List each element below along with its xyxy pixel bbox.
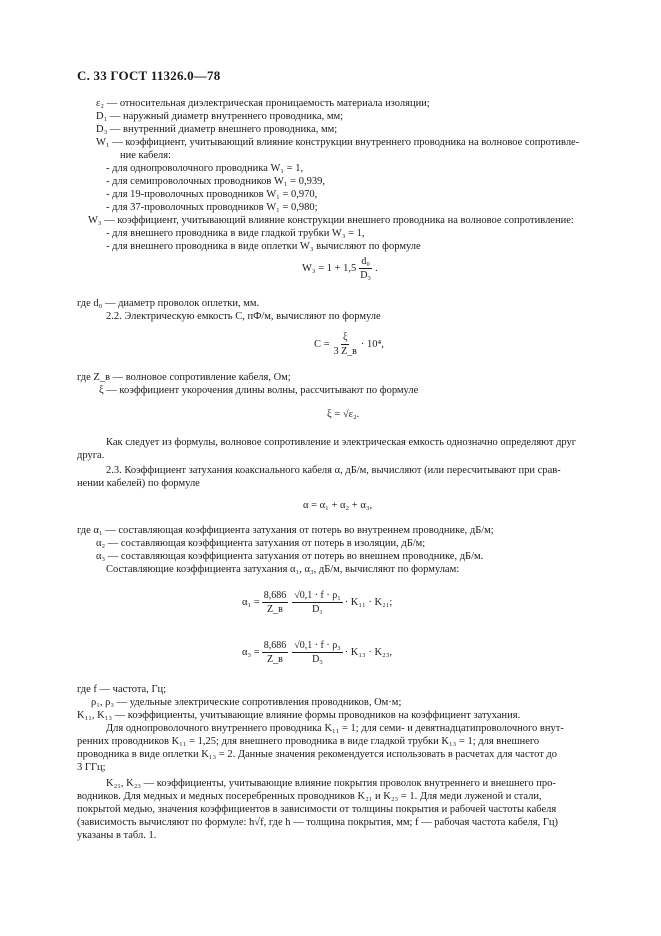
formula-a3-den1: Z_в xyxy=(267,654,283,665)
def-xi: ξ — коэффициент укорочения длины волны, рассчитывают по формуле xyxy=(99,385,419,396)
formula-xi: ξ = √ε₂. xyxy=(327,409,360,420)
formula-alpha: α = α₁ + α₂ + α₃, xyxy=(303,500,373,511)
formula-w3-fraction xyxy=(358,256,373,281)
formula-a1-tail: · K₁₁ · K₂₁; xyxy=(344,597,393,608)
para-k2-line: указаны в табл. 1. xyxy=(77,830,157,841)
formula-a3-left: α₃ = xyxy=(242,647,260,658)
def-rho: ρ₁, ρ₃ — удельные электрические сопротивления проводников, Ом·м; xyxy=(91,697,402,708)
def-w1: W₁ — коэффициент, учитывающий влияние конструкции внутреннего проводника на волновое сопротивле- xyxy=(96,137,580,148)
formula-a1-frac1 xyxy=(262,590,289,615)
def-alpha1: где α₁ — составляющая коэффициента затухания от потерь во внутреннем проводнике, дБ/м; xyxy=(77,525,494,536)
formula-a3-tail: · K₁₃ · K₂₃, xyxy=(344,647,392,658)
formula-a3-num1: 8,686 xyxy=(263,640,287,651)
formula-c xyxy=(314,332,384,357)
formula-c-tail: · 10⁴, xyxy=(360,339,384,350)
def-alpha3: α₃ — составляющая коэффициента затухания от потерь во внешнем проводнике, дБ/м. xyxy=(96,551,484,562)
w3-item: - для внешнего проводника в виде гладкой трубки W₃ = 1, xyxy=(106,228,365,239)
formula-w3-num: d₀ xyxy=(361,256,370,267)
formula-w3-tail: . xyxy=(375,263,378,274)
def-alpha2: α₂ — составляющая коэффициента затухания от потерь в изоляции, дБ/м; xyxy=(96,538,426,549)
w1-item: - для однопроволочного проводника W₁ = 1, xyxy=(106,163,304,174)
components-intro: Составляющие коэффициента затухания α₁, α₃, дБ/м, вычисляют по формулам: xyxy=(106,564,460,575)
formula-w3-left: W₃ = 1 + 1,5 xyxy=(302,263,357,274)
w1-item: - для 19-проволочных проводников W₁ = 0,970, xyxy=(106,189,318,200)
formula-c-den: 3 Z_в xyxy=(333,346,357,357)
para-k2-line: покрытой медью, значения коэффициентов в зависимости от толщины покрытия и рабочей частоты кабеля xyxy=(77,804,557,815)
formula-a3-num2: √0,1 · f · ρ₃ xyxy=(294,640,341,651)
def-d3: D₃ — внутренний диаметр внешнего проводника, мм; xyxy=(96,124,338,135)
formula-a3-frac2 xyxy=(292,640,342,665)
formula-w3-den: D₃ xyxy=(360,270,372,281)
def-zv: где Z_в — волновое сопротивление кабеля, Ом; xyxy=(77,372,291,383)
def-k1: K₁₁, K₁₃ — коэффициенты, учитывающие влияние формы проводников на коэффициент затухания. xyxy=(77,710,521,721)
def-f: где f — частота, Гц; xyxy=(77,684,167,695)
para-2-3-line: 2.3. Коэффициент затухания коаксиального кабеля α, дБ/м, вычисляют (или пересчитывают при срав- xyxy=(106,465,561,476)
formula-a1-num1: 8,686 xyxy=(263,590,287,601)
formula-alpha3 xyxy=(242,640,392,665)
para-follow-line: Как следует из формулы, волновое сопротивление и электрическая емкость однозначно определяют друг xyxy=(106,437,577,448)
w1-item: - для 37-проволочных проводников W₁ = 0,980; xyxy=(106,202,318,213)
formula-a1-den2: D₁ xyxy=(312,604,323,615)
formula-alpha1 xyxy=(242,590,392,615)
formula-a1-num2: √0,1 · f · ρ₁ xyxy=(294,590,341,601)
w1-item: - для семипроволочных проводников W₁ = 0,939, xyxy=(106,176,325,187)
formula-a1-left: α₁ = xyxy=(242,597,260,608)
para-k1-line: 3 ГГц; xyxy=(77,762,106,773)
formula-a3-den2: D₃ xyxy=(312,654,323,665)
def-d0: где d₀ — диаметр проволок оплетки, мм. xyxy=(77,298,260,309)
para-k1-line: Для однопроволочного внутреннего проводника K₁₁ = 1; для семи- и девятнадцатипроволочного внут- xyxy=(106,723,564,734)
para-k2-line: (зависимость вычисляют по формуле: h√f, где h — толщина покрытия, мм; f — рабочая частота кабеля, Гц) xyxy=(77,817,559,828)
formula-a3-frac1 xyxy=(262,640,289,665)
para-k1-line: проводника в виде оплетки K₁₃ = 2. Данные значения рекомендуется использовать в расчетах для частот до xyxy=(77,749,557,760)
page-header: С. 33 ГОСТ 11326.0—78 xyxy=(77,68,221,83)
def-epsilon2: ε₂ — относительная диэлектрическая проницаемость материала изоляции; xyxy=(96,98,430,109)
def-w3: W₃ — коэффициент, учитывающий влияние конструкции внешнего проводника на волновое сопротивление: xyxy=(88,215,574,226)
para-2-3-line: нении кабелей) по формуле xyxy=(77,478,200,489)
def-w1-cont: ние кабеля: xyxy=(120,150,171,161)
formula-c-fraction xyxy=(332,332,359,357)
para-follow-line: друга. xyxy=(77,450,105,461)
formula-c-left: C = xyxy=(314,339,330,350)
formula-w3 xyxy=(302,256,378,281)
formula-c-num: ξ xyxy=(343,332,348,343)
formula-a1-frac2 xyxy=(292,590,342,615)
formula-a1-den1: Z_в xyxy=(267,604,283,615)
para-2-2: 2.2. Электрическую емкость C, пФ/м, вычисляют по формуле xyxy=(106,311,381,322)
w3-item: - для внешнего проводника в виде оплетки W₃ вычисляют по формуле xyxy=(106,241,421,252)
def-d1: D₁ — наружный диаметр внутреннего проводника, мм; xyxy=(96,111,344,122)
para-k1-line: ренних проводников K₁₁ = 1,25; для внешнего проводника в виде гладкой трубки K₁₃ = 1; для внешнего xyxy=(77,736,540,747)
para-k2-line: водников. Для медных и медных посеребренных проводников K₂₁ и K₂₃ = 1. Для меди луженой и стали, xyxy=(77,791,542,802)
para-k2-line: K₂₁, K₂₃ — коэффициенты, учитывающие влияние покрытия проволок внутреннего и внешнего про- xyxy=(106,778,556,789)
